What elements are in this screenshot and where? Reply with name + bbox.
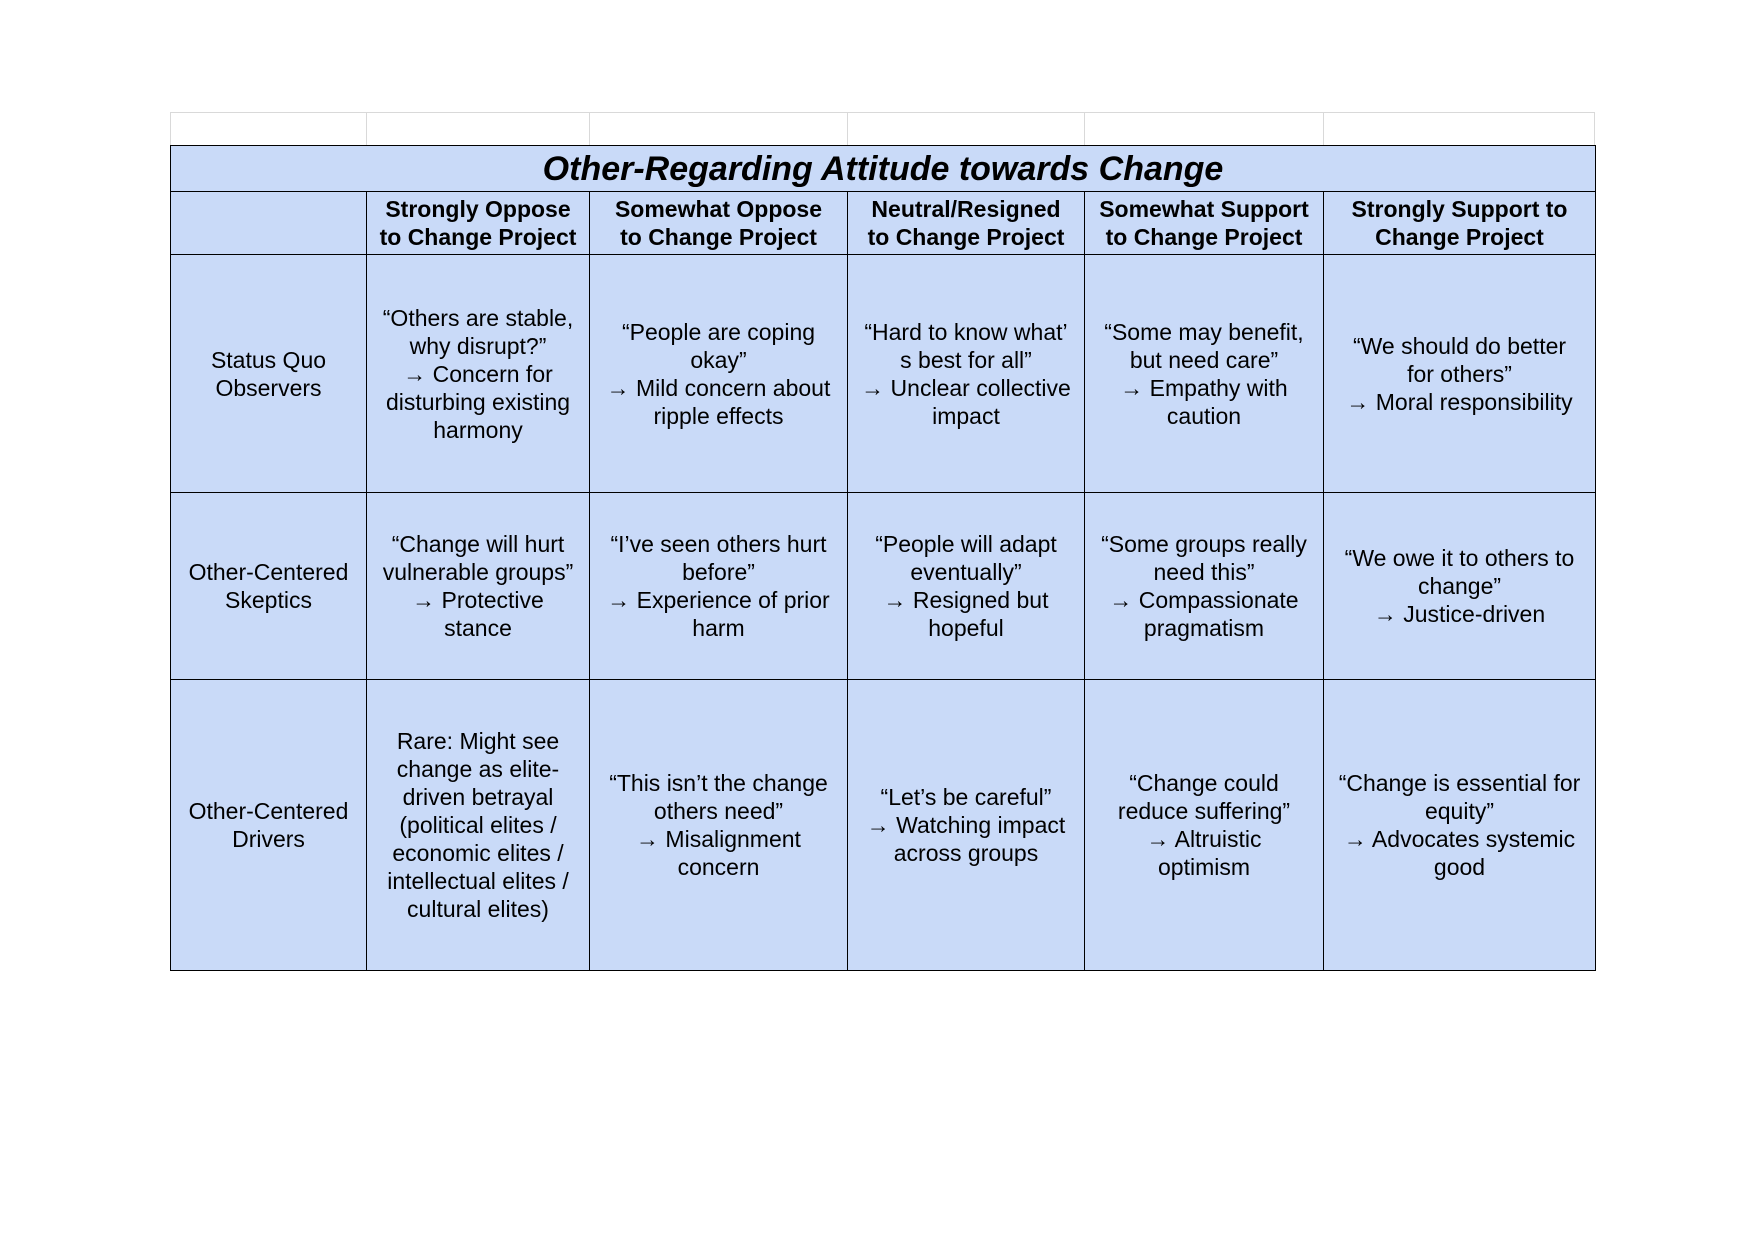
table-cell[interactable]: “Let’s be careful” → Watching impact across groups <box>848 680 1085 971</box>
empty-cell[interactable] <box>366 113 589 145</box>
table-cell[interactable]: “This isn’t the change others need” → Misalignment concern <box>590 680 848 971</box>
header-row <box>171 192 1596 255</box>
table-row <box>171 493 1596 680</box>
table-row <box>171 680 1596 971</box>
title-row <box>171 146 1596 192</box>
spreadsheet-area <box>170 112 1595 971</box>
empty-cell[interactable] <box>1084 113 1323 145</box>
empty-cell[interactable] <box>1323 113 1595 145</box>
column-header-strongly-support[interactable]: Strongly Support to Change Project <box>1324 192 1596 255</box>
table-cell[interactable]: “Others are stable, why disrupt?” → Concern for disturbing existing harmony <box>367 255 590 493</box>
column-header-somewhat-support[interactable]: Somewhat Support to Change Project <box>1085 192 1324 255</box>
empty-cell[interactable] <box>589 113 847 145</box>
table-cell[interactable]: “I’ve seen others hurt before” → Experience of prior harm <box>590 493 848 680</box>
column-header-strongly-oppose[interactable]: Strongly Oppose to Change Project <box>367 192 590 255</box>
table-cell[interactable]: “People are coping okay” → Mild concern about ripple effects <box>590 255 848 493</box>
table-cell[interactable]: “People will adapt eventually” → Resigned but hopeful <box>848 493 1085 680</box>
empty-grid-row <box>170 112 1595 145</box>
table-cell[interactable]: “Change could reduce suffering” → Altruistic optimism <box>1085 680 1324 971</box>
table-cell[interactable]: “Hard to know what’ s best for all” → Unclear collective impact <box>848 255 1085 493</box>
corner-cell[interactable] <box>171 192 367 255</box>
empty-cell[interactable] <box>847 113 1084 145</box>
attitude-matrix-table <box>170 145 1596 971</box>
table-cell[interactable]: “Change is essential for equity” → Advocates systemic good <box>1324 680 1596 971</box>
table-cell[interactable]: “We should do better for others” → Moral responsibility <box>1324 255 1596 493</box>
table-cell[interactable]: “We owe it to others to change” → Justice-driven <box>1324 493 1596 680</box>
empty-cell[interactable] <box>170 113 366 145</box>
row-label-status-quo-observers[interactable]: Status Quo Observers <box>171 255 367 493</box>
column-header-neutral-resigned[interactable]: Neutral/Resigned to Change Project <box>848 192 1085 255</box>
table-cell[interactable]: “Change will hurt vulnerable groups” → Protective stance <box>367 493 590 680</box>
table-cell[interactable]: “Some may benefit, but need care” → Empathy with caution <box>1085 255 1324 493</box>
column-header-somewhat-oppose[interactable]: Somewhat Oppose to Change Project <box>590 192 848 255</box>
row-label-other-centered-drivers[interactable]: Other-Centered Drivers <box>171 680 367 971</box>
row-label-other-centered-skeptics[interactable]: Other-Centered Skeptics <box>171 493 367 680</box>
table-cell[interactable]: “Some groups really need this” → Compassionate pragmatism <box>1085 493 1324 680</box>
table-cell[interactable]: Rare: Might see change as elite- driven betrayal (political elites / economic elites / intellectual elites / cultural elites) <box>367 680 590 971</box>
table-row <box>171 255 1596 493</box>
table-title[interactable]: Other-Regarding Attitude towards Change <box>171 146 1596 192</box>
